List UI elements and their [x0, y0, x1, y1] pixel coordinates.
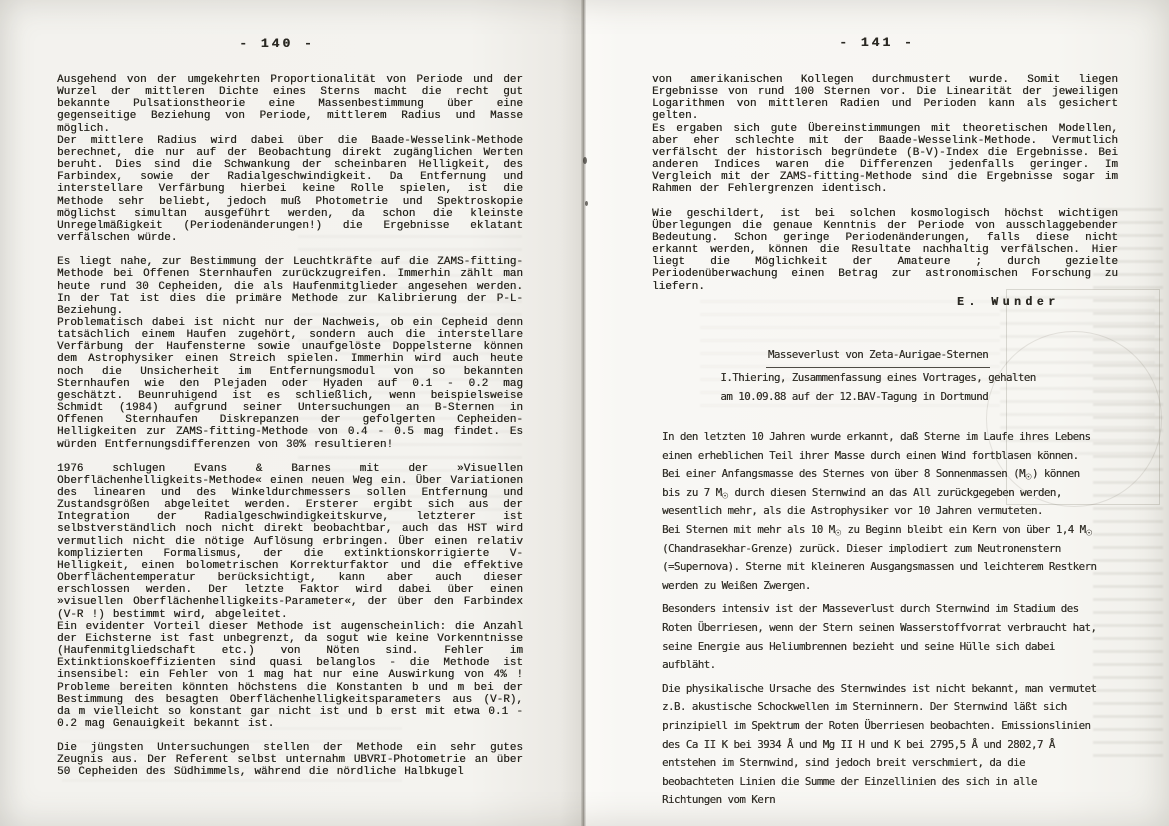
page-140-number: - 140 -	[239, 36, 315, 51]
paragraph-block	[662, 680, 1098, 810]
paragraph: Ausgehend von der umgekehrten Proportionalität von Periode und der Wurzel der mittleren Dichte eines Sterns macht die recht gut bekannte Pulsationstheorie eine Massenbestimmung über eine gegenseitige Beziehung von Periode, mittlerem Radius und Masse möglich.	[57, 74, 523, 135]
paragraph: Bei Sternen mit mehr als 10 $M_☉$ zu Beginn bleibt ein Kern von über 1,4 $M_☉$ (Chandrasekhar-Grenze) zurück. Dieser implodiert zum Neutronenstern (=Supernova). Sterne mit kleineren Ausgangsmassen und leichterem Restkern werden zu Weißen Zwergen.	[662, 522, 1097, 592]
solar-mass-symbol: ☉	[1085, 528, 1093, 538]
page-141-body-top	[652, 74, 1118, 293]
paragraph-block	[652, 208, 1118, 293]
author-signature: E. Wunder	[957, 296, 1060, 309]
solar-mass-symbol: ☉	[1024, 472, 1032, 482]
paragraph: In den letzten 10 Jahren wurde erkannt, daß Sterne im Laufe ihres Lebens einen erheblichen Teil ihrer Masse durch einen Wind fortblasen können.	[662, 430, 1091, 462]
paragraph: Der mittlere Radius wird dabei über die Baade-Wesselink-Methode berechnet, die nur auf der Beobachtung direkt zugänglichen Werten beruht. Dies sind die Schwankung der scheinbaren Helligkeit, des Farbindex, sowie der Radialgeschwindigkeit. Da Entfernung und interstellare Verfärbung hierbei keine Rolle spielen, ist die Methode sehr beliebt, jedoch muß Photometrie und Spektroskopie möglichst simultan ausgeführt werden, da schon die kleinste Unregelmäßigkeit (Periodenänderungen!) die Ergebnisse eklatant verfälschen würde.	[57, 134, 523, 245]
paragraph-block	[57, 256, 523, 451]
paragraph: Wie geschildert, ist bei solchen kosmologisch höchst wichtigen Überlegungen die genaue Kenntnis der Periode von ausschlaggebender Bedeutung. Schon geringe Periodenänderungen, falls diese nicht erkannt werden, können die Resultate nachhaltig verfälschen. Hier liegt die Möglichkeit der Amateure ; durch gezielte Periodenüberwachung einen Betrag zur astronomischen Forschung zu liefern.	[652, 207, 1118, 293]
article-title-text: Masseverlust von Zeta-Aurigae-Sternen	[766, 346, 990, 368]
paragraph: Die jüngsten Untersuchungen stellen der Methode ein sehr gutes Zeugnis aus. Der Referent selbst unternahm UBVRI-Photometrie an über 50 Cepheiden des Südhimmels, während die nördliche Halbkugel	[57, 742, 523, 779]
paragraph: Problematisch dabei ist nicht nur der Nachweis, ob ein Cepheid denn tatsächlich einem Haufen zugehört, sondern auch die interstellare Verfärbung der Haufensterne sowie unaufgelöste Doppelsterne können dem Astrophysiker einen Streich spielen. Immerhin wird auch heute noch die Unsicherheit im Entfernungsmodul von so bekannten Sternhaufen wie den Plejaden oder Hyaden auf 0.1 - 0.2 mag geschätzt. Beunruhigend ist es schließlich, wenn beispielsweise Schmidt (1984) aufgrund seiner Untersuchungen an B-Sternen in Offenen Sternhaufen Diskrepanzen der gefolgerten Cepheiden-Helligkeiten zur ZAMS-fitting-Methode von 0.4 - 0.5 mag findet. Es würden Entfernungsdifferenzen von 30% resultieren!	[57, 316, 523, 451]
page-140-body	[57, 74, 523, 779]
paragraph: von amerikanischen Kollegen durchmustert wurde. Somit liegen Ergebnisse von rund 100 Sternen vor. Die Linearität der jeweiligen Logarithmen von mittleren Radien und Perioden kann als gesichert gelten.	[652, 74, 1118, 123]
page-141-number: - 141 -	[839, 35, 915, 50]
paragraph: Ein evidenter Vorteil dieser Methode ist augenscheinlich: die Anzahl der Eichsterne ist fast unbegrenzt, da sogut wie keine Vorkenntnisse (Haufenmitgliedschaft etc.) von Nöten sind. Fehler im Extinktionskoeffizienten sind quasi belanglos - die Methode ist insensibel: ein Fehler von 1 mag hat nur eine Auswirkung von 4% ! Probleme bereiten könnten höchstens die Konstanten b und m bei der Bestimmung des besagten Oberflächenhelligkeitsparameters aus (V-R), da m vielleicht so konstant gar nicht ist und b erst mit etwa 0.1 - 0.2 mag Genauigkeit bekannt ist.	[57, 620, 523, 730]
paragraph: Die physikalische Ursache des Sternwindes ist nicht bekannt, man vermutet z.B. akustische Schockwellen im Sterninnern. Der Sternwind läßt sich prinzipiell im Spektrum der Roten Überriesen beobachten. Emissionslinien des Ca II K bei 3934 Å und Mg II H und K bei 2795,5 Å und 2802,7 Å entstehen im Sternwind, sind jedoch breit verschmiert, da die beobachteten Linien die Summe der Einzellinien des sich in alle Richtungen vom Kern	[662, 681, 1097, 807]
page-140	[0, 0, 584, 826]
paragraph-block	[662, 600, 1098, 674]
paragraph-block	[57, 742, 523, 778]
paragraph: Es liegt nahe, zur Bestimmung der Leuchtkräfte auf die ZAMS-fitting-Methode bei Offenen Sternhaufen zurückzugreifen. Immerhin zählt man heute rund 30 Cepheiden, die als Haufenmitglieder angesehen werden. In der Tat ist dies die primäre Methode zur Kalibrierung der P-L-Beziehung.	[57, 256, 523, 317]
article-subtitle-line-2: am 10.09.88 auf der 12.BAV-Tagung in Dortmund	[720, 389, 989, 403]
paragraph: Besonders intensiv ist der Masseverlust durch Sternwind im Stadium des Roten Überriesen, wenn der Stern seinen Wasserstoffvorrat verbraucht hat, seine Energie aus Heliumbrennen bezieht und seine Hülle sich dabei aufbläht.	[662, 602, 1097, 672]
solar-mass-symbol: ☉	[834, 528, 842, 538]
paragraph-block	[662, 428, 1098, 595]
article-subtitle-line-1: I.Thiering, Zusammenfassung eines Vortrages, gehalten	[720, 371, 1036, 384]
article-subtitle-lines	[720, 369, 1035, 407]
solar-mass-symbol: ☉	[721, 491, 729, 501]
paragraph: 1976 schlugen Evans & Barnes mit der »Visuellen Oberflächenhelligkeits-Methode« einen neuen Weg ein. Über Variationen des linearen und des Winkeldurchmessers sollen Entfernung und Zustandsgrößen abgeleitet werden. Ersterer ergibt sich aus der Integration der Radialgeschwindigkeitskurve, letzterer ist selbstverständlich noch nicht direkt beobachtbar, auch das HST wird vermutlich nicht die nötige Auflösung erbringen. Über einen relativ komplizierten Formalismus, der die extinktionskorrigierte V-Helligkeit, einen bolometrischen Korrekturfaktor und die effektive Oberflächentemperatur berücksichtigt, kann aber auch dieser erschlossen werden. Der letzte Faktor wird dabei über einen »visuellen Oberflächenhelligkeits-Parameter«, der über den Farbindex (V-R !) bestimmt wird, abgeleitet.	[57, 462, 523, 621]
paragraph-block	[57, 463, 523, 730]
article-body	[662, 428, 1098, 815]
paragraph-block	[57, 74, 523, 244]
page-seam	[581, 0, 586, 826]
paragraph-block	[652, 74, 1118, 196]
article-subtitle	[662, 369, 1094, 407]
paragraph: Bei einer Anfangsmasse des Sternes von über 8 Sonnenmassen $(M_☉)$ können bis zu 7 $M_☉$ durch diesen Sternwind an das All zurückgegeben werden, wesentlich mehr, als die Astrophysiker vor 10 Jahren vermuteten.	[662, 467, 1080, 518]
article-title	[662, 346, 1094, 368]
paragraph: Es ergaben sich gute Übereinstimmungen mit theoretischen Modellen, aber eher schlechte mit der Baade-Wesselink-Methode. Vermutlich verfälscht der historisch begründete (B-V)-Index die Ergebnisse. Bei anderen Indices waren die Differenzen jedenfalls geringer. Im Vergleich mit der ZAMS-fitting-Methode sind die Ergebnisse sogar im Rahmen der Fehlergrenzen identisch.	[652, 122, 1118, 196]
